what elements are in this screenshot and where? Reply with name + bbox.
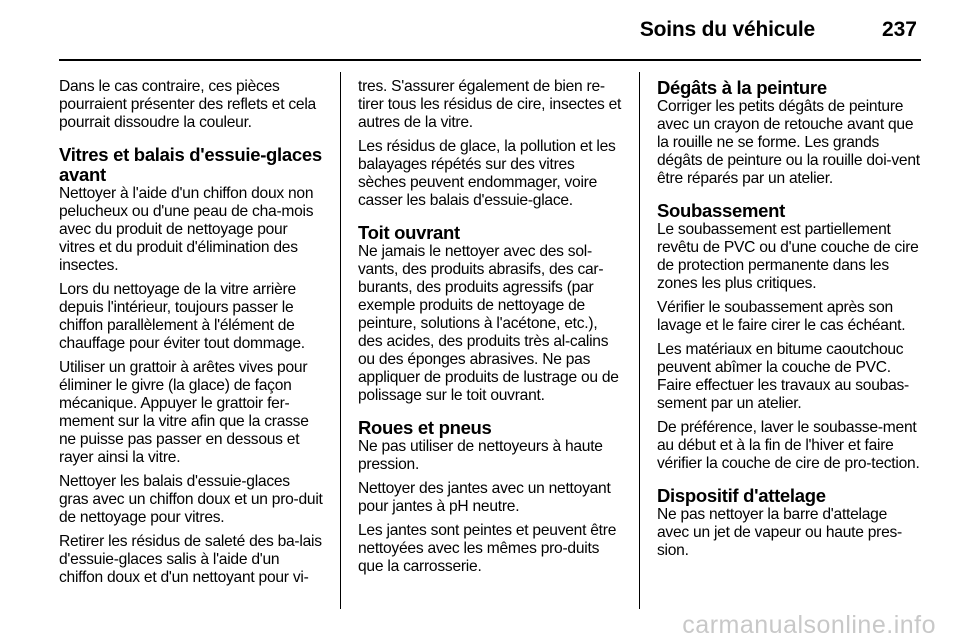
paragraph: Retirer les résidus de saleté des ba-lais d'essuie-glaces salis à l'aide d'un chiffon doux et d'un nettoyant pour vi- (59, 533, 322, 586)
paragraph: Ne pas nettoyer la barre d'attelage avec un jet de vapeur ou haute pres-sion. (657, 506, 902, 559)
paragraph: Les jantes sont peintes et peuvent être nettoyées avec les mêmes pro-duits que la carrosserie. (358, 522, 617, 575)
header-rule (59, 59, 921, 61)
paragraph: Corriger les petits dégâts de peinture avec un crayon de retouche avant que la rouille ne se forme. Les grands dégâts de peinture ou la rouille doi-vent être réparés par un atelier. (657, 98, 920, 187)
paragraph: Les matériaux en bitume caoutchouc peuvent abîmer la couche de PVC. Faire effectuer les travaux au soubas-sement par un atelier. (657, 341, 909, 412)
section-heading: Dégâts à la peinture (657, 77, 827, 98)
paragraph: tres. S'assurer également de bien re-tirer tous les résidus de cire, insectes et autres de la vitre. (358, 78, 622, 131)
section-heading: Toit ouvrant (358, 222, 460, 243)
section-title: Soins du véhicule (639, 18, 815, 41)
section-heading: Vitres et balais d'essuie-glaces avant (59, 144, 322, 185)
paragraph: Nettoyer à l'aide d'un chiffon doux non pelucheux ou d'une peau de cha-mois avec du produit de nettoyage pour vitres et du produit d'élimination des insectes. (59, 185, 314, 274)
section-heading: Soubassement (657, 200, 785, 221)
column-divider (639, 72, 640, 609)
text-column-3 (657, 78, 921, 566)
section-heading: Roues et pneus (358, 417, 492, 438)
paragraph: Lors du nettoyage de la vitre arrière depuis l'intérieur, toujours passer le chiffon parallèlement à l'élément de chauffage pour éviter tout dommage. (59, 281, 305, 352)
watermark: carmanualsonline.info (682, 611, 936, 639)
paragraph: Utiliser un grattoir à arêtes vives pour éliminer le givre (la glace) de façon mécanique. Appuyer le grattoir fer-mement sur la vitre afin que la crasse ne puisse pas passer en dessous et rayer ainsi la vitre. (59, 359, 309, 466)
paragraph: Nettoyer des jantes avec un nettoyant pour jantes à pH neutre. (358, 480, 611, 515)
paragraph: Vérifier le soubassement après son lavage et le faire cirer le cas échéant. (657, 299, 906, 334)
paragraph: Ne pas utiliser de nettoyeurs à haute pression. (358, 438, 603, 473)
paragraph: De préférence, laver le soubasse-ment au début et à la fin de l'hiver et faire vérifier la couche de cire de pro-tection. (657, 419, 920, 472)
paragraph: Dans le cas contraire, ces pièces pourraient présenter des reflets et cela pourrait dissoudre la couleur. (59, 78, 316, 131)
text-column-1 (59, 78, 323, 593)
page-number: 237 (881, 18, 917, 41)
text-column-2 (358, 78, 622, 582)
paragraph: Ne jamais le nettoyer avec des sol-vants, des produits abrasifs, des car-burants, des produits agressifs (par exemple produits de nettoyage de peinture, solutions à l'acétone, etc.), des acides, des produits très al-calins ou des éponges abrasives. Ne pas appliquer de produits de lustrage ou de polissage sur le toit ouvrant. (358, 243, 619, 404)
column-divider (340, 72, 341, 609)
paragraph: Le soubassement est partiellement revêtu de PVC ou d'une couche de cire de protection permanente dans les zones les plus critiques. (657, 221, 919, 292)
paragraph: Les résidus de glace, la pollution et les balayages répétés sur des vitres sèches peuvent endommager, voire casser les balais d'essuie-glace. (358, 138, 616, 209)
section-heading: Dispositif d'attelage (657, 485, 826, 506)
paragraph: Nettoyer les balais d'essuie-glaces gras avec un chiffon doux et un pro-duit de nettoyage pour vitres. (59, 473, 323, 526)
